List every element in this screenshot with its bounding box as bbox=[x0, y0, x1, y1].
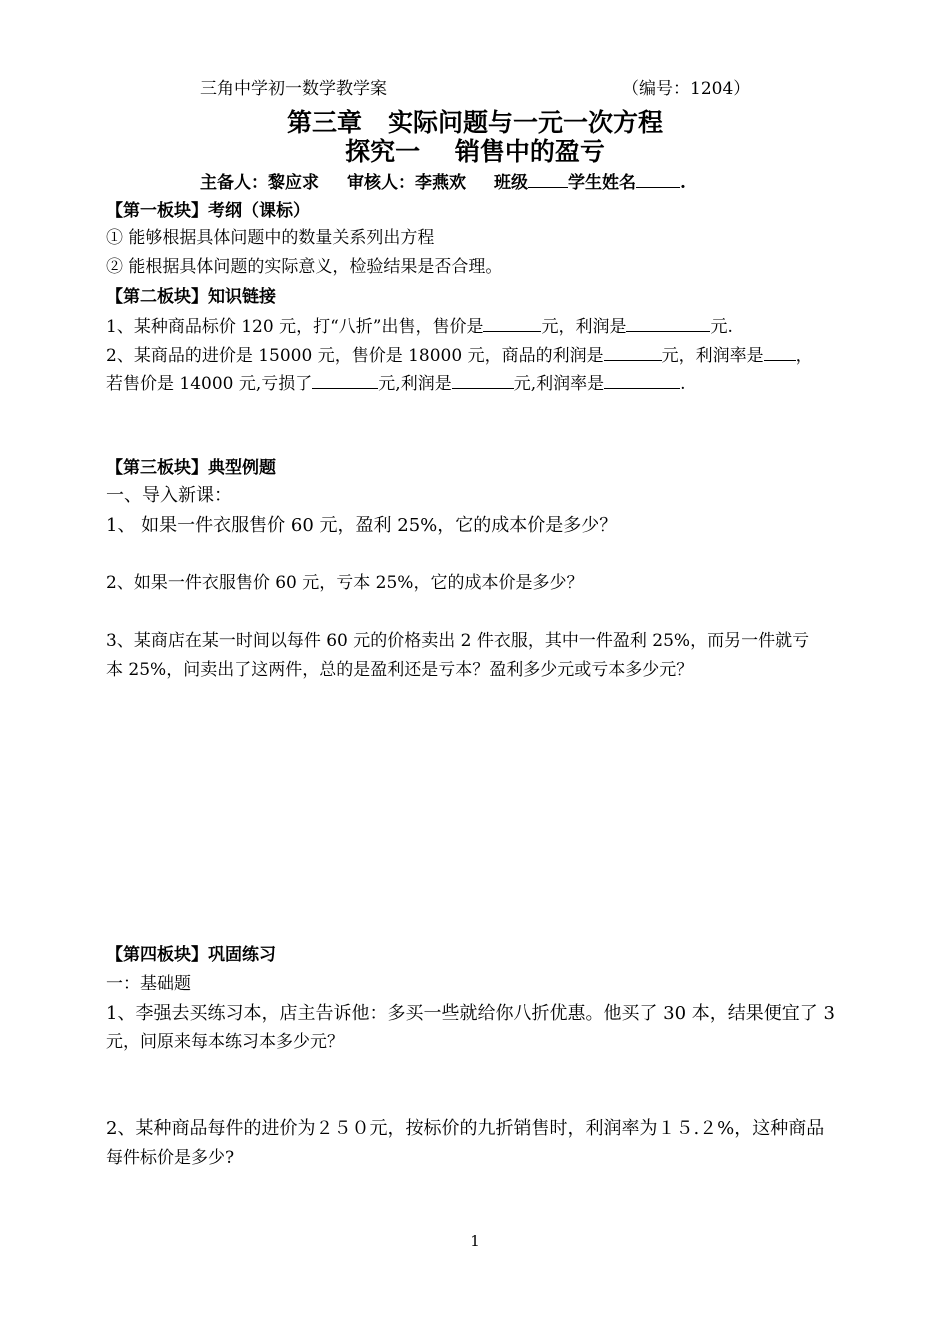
q2-loss-blank[interactable] bbox=[312, 371, 378, 389]
q1-sale-price-blank[interactable] bbox=[483, 314, 541, 332]
topic-title bbox=[0, 137, 950, 167]
section4-question-1-line2: 元，问原来每本练习本多少元？ bbox=[106, 1032, 344, 1052]
q2-text-d: 若售价是 14000 元,亏损了 bbox=[106, 374, 313, 394]
q2-text-g: . bbox=[680, 374, 686, 394]
serial-number: （编号：1204） bbox=[622, 79, 751, 99]
section4-heading: 【第四板块】巩固练习 bbox=[106, 945, 276, 965]
section3-question-2: 2、如果一件衣服售价 60 元，亏本 25%，它的成本价是多少？ bbox=[106, 573, 584, 593]
section3-question-1: 1、 如果一件衣服售价 60 元，盈利 25%，它的成本价是多少？ bbox=[106, 515, 618, 536]
q1-text-a: 1、某种商品标价 120 元，打“八折”出售，售价是 bbox=[106, 317, 484, 337]
section3-question-3-line2: 本 25%，问卖出了这两件，总的是盈利还是亏本？盈利多少元或亏本多少元？ bbox=[106, 660, 694, 680]
reviewer: 审核人：李燕欢 bbox=[347, 173, 466, 193]
class-blank[interactable] bbox=[528, 170, 568, 188]
school-plan-label: 三角中学初一数学教学案 bbox=[200, 79, 387, 99]
q1-text-c: 元. bbox=[710, 317, 733, 337]
topic-title-text: 探究一 销售中的盈亏 bbox=[345, 137, 605, 166]
section2-question-1 bbox=[106, 314, 733, 338]
section3-intro: 一、导入新课： bbox=[106, 485, 232, 506]
section4-question-1-line1: 1、李强去买练习本，店主告诉他：多买一些就给你八折优惠。他买了 30 本，结果便宜了 3 bbox=[106, 1003, 835, 1024]
section3-heading: 【第三板块】典型例题 bbox=[106, 458, 276, 478]
q2-profit-blank[interactable] bbox=[604, 343, 662, 361]
preparer: 主备人：黎应求 bbox=[200, 173, 319, 193]
q2-text-b: 元，利润率是 bbox=[661, 346, 764, 366]
section1-item-1: ① 能够根据具体问题中的数量关系列出方程 bbox=[106, 228, 435, 248]
section2-heading: 【第二板块】知识链接 bbox=[106, 287, 276, 307]
q2-text-f: 元,利润率是 bbox=[513, 374, 605, 394]
q2-text-c: ， bbox=[795, 346, 813, 366]
section4-subheading: 一：基础题 bbox=[106, 974, 191, 994]
q2-profit-rate-blank[interactable] bbox=[764, 343, 796, 361]
q2-text-e: 元,利润是 bbox=[378, 374, 452, 394]
q1-text-b: 元，利润是 bbox=[541, 317, 627, 337]
section3-question-3-line1: 3、某商店在某一时间以每件 60 元的价格卖出 2 件衣服，其中一件盈利 25%，而另一件就亏 bbox=[106, 631, 810, 651]
staff-end: . bbox=[680, 173, 686, 193]
q1-profit-blank[interactable] bbox=[626, 314, 710, 332]
staff-line bbox=[200, 170, 686, 194]
q2-profit-rate2-blank[interactable] bbox=[604, 371, 680, 389]
chapter-title bbox=[0, 108, 950, 138]
section2-question-2-line1 bbox=[106, 343, 846, 367]
student-name-label: 学生姓名 bbox=[568, 173, 636, 193]
student-name-blank[interactable] bbox=[636, 170, 680, 188]
section1-heading: 【第一板块】考纲（课标） bbox=[106, 201, 310, 221]
q2-text-a: 2、某商品的进价是 15000 元，售价是 18000 元，商品的利润是 bbox=[106, 346, 604, 366]
section4-question-2-line2: 每件标价是多少? bbox=[106, 1148, 235, 1168]
chapter-title-text: 第三章 实际问题与一元一次方程 bbox=[286, 108, 664, 137]
section4-question-2-line1: 2、某种商品每件的进价为２５０元，按标价的九折销售时，利润率为１５.２%，这种商品 bbox=[106, 1118, 825, 1139]
class-label: 班级 bbox=[494, 173, 528, 193]
section1-item-2: ② 能根据具体问题的实际意义，检验结果是否合理。 bbox=[106, 257, 503, 277]
q2-profit2-blank[interactable] bbox=[452, 371, 514, 389]
page-number: 1 bbox=[470, 1232, 480, 1250]
section2-question-2-line2 bbox=[106, 371, 686, 395]
